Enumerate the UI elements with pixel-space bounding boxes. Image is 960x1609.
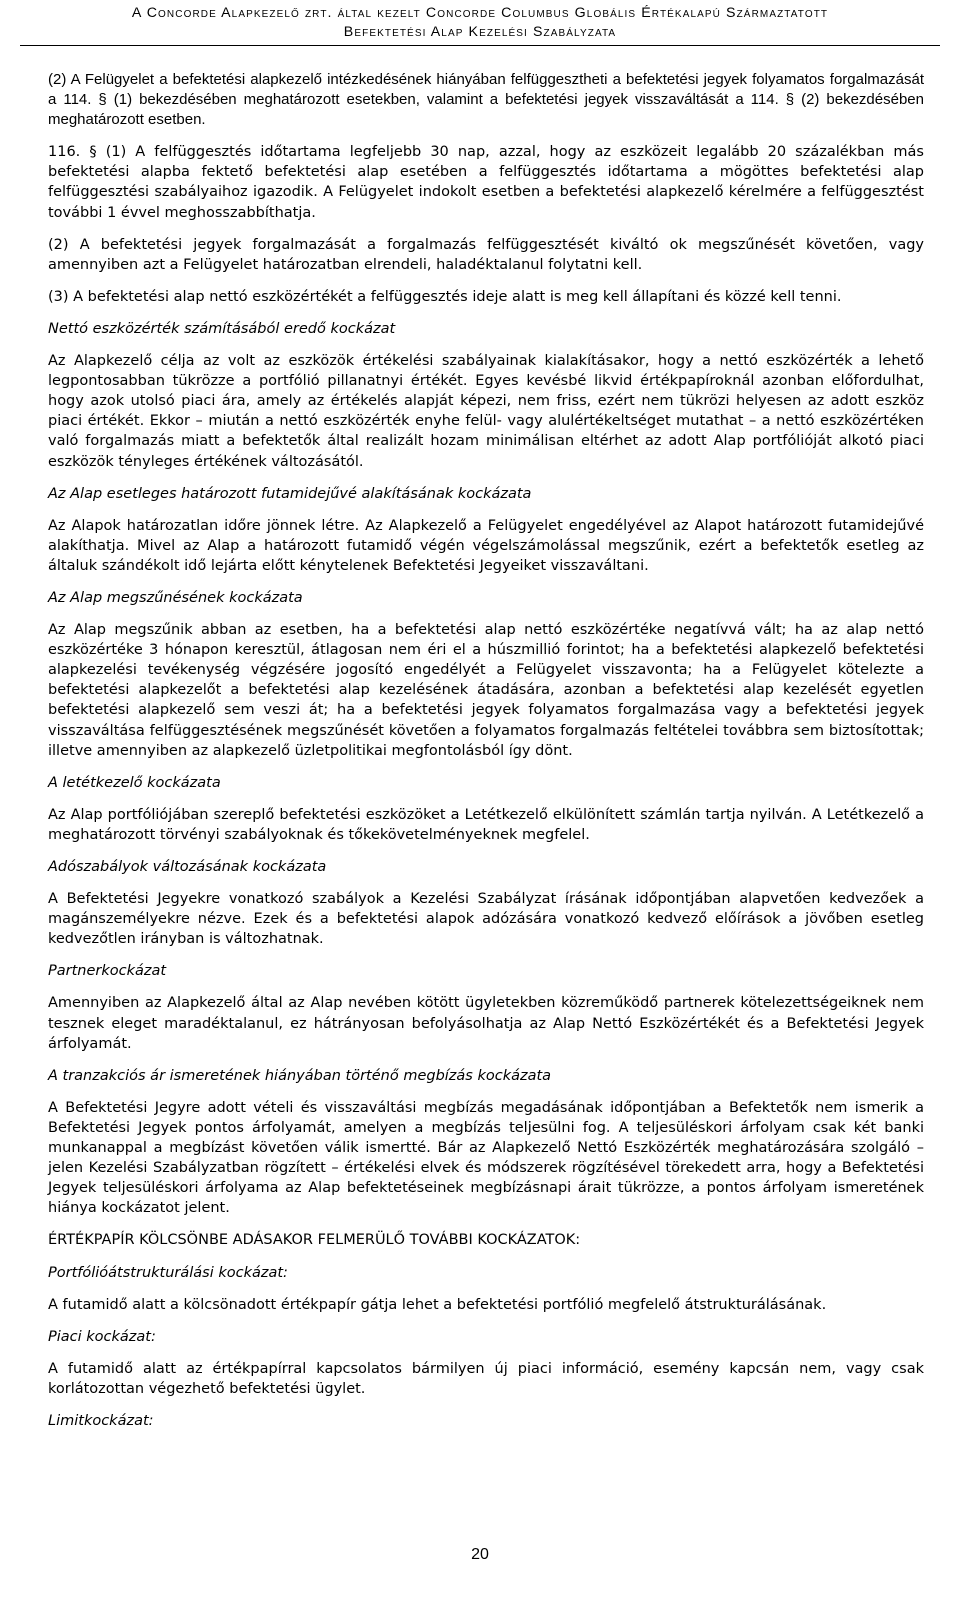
header-line-2: Befektetési Alap Kezelési Szabályzata [343,24,617,40]
heading-hatarozott-futamido: Az Alap esetleges határozott futamidejűvé alakításának kockázata [48,485,532,502]
paragraph-116-3: (3) A befektetési alap nettó eszközértékét a felfüggesztés ideje alatt is meg kell állapítani és közzé kell tenni. [48,288,842,305]
paragraph-tranzakcios-ar: A Befektetési Jegyre adott vételi és visszaváltási megbízás megadásának időpontjában a Befektetők nem ismerik a Befektetési Jegyek pontos árfolyamát, amelyen a megbízás teljesülni fog. A teljesüléskori árfolyam csak két banki munkanappal a megbízást követően válik ismertté. Bár az Alapkezelő Nettó Eszközérték meghatározására szolgáló – jelen Kezelési Szabályzatban rögzített – értékelési elvek és módszerek rögzítésével törekedett arra, hogy a Befektetési Jegyek teljesüléskori árfolyama az Alap befektetéseinek megbízásnapi árait tükrözze, a pontos árfolyam ismeretének hiánya kockázatot jelent. [48,1099,924,1217]
heading-letetkezelo: A letétkezelő kockázata [48,774,221,791]
heading-adoszabalyok: Adószabályok változásának kockázata [48,859,327,875]
heading-netto-eszkozertek: Nettó eszközérték számításából eredő kockázat [48,320,396,337]
heading-partnerkockazat: Partnerkockázat [48,963,167,980]
paragraph-116-1: 116. § (1) A felfüggesztés időtartama legfeljebb 30 nap, azzal, hogy az eszközeit legalább 20 százalékban más befektetési alapba fektető befektetési alap esetében a felfüggesztés időtartama a mögöttes befektetési alap felfüggesztési szabályaihoz igazodik. A Felügyelet indokolt esetben a befektetési alapkezelő kérelmére a felfüggesztést további 1 évvel meghosszabbíthatja. [48,144,924,221]
paragraph-116-2: (2) A befektetési jegyek forgalmazását a forgalmazás felfüggesztését kiváltó ok megszűnését követően, vagy amennyiben azt a Felügyelet határozatban elrendeli, haladéktalanul folytatni kell. [48,236,924,273]
page-header [20,4,940,42]
header-line-1: A Concorde Alapkezelő zrt. által kezelt Concorde Columbus Globális Értékalapú Származtatott [131,5,829,21]
heading-alap-megszunese: Az Alap megszűnésének kockázata [48,589,303,606]
heading-tranzakcios-ar: A tranzakciós ár ismeretének hiányában történő megbízás kockázata [48,1067,552,1084]
heading-piaci-kockazat: Piaci kockázat: [48,1328,156,1345]
paragraph-hatarozott-futamido: Az Alapok határozatlan időre jönnek létre. Az Alapkezelő a Felügyelet engedélyével az Alapot határozott futamidejűvé alakíthatja. Mivel az Alap a határozott futamidő végén végelszámolással megszűnik, ezért a befektetők esetleg az általuk szándékolt idő lejárta előtt kénytelenek Befektetési Jegyeiket visszaváltani. [48,517,924,574]
heading-limitkockazat: Limitkockázat: [48,1412,154,1429]
paragraph-letetkezelo: Az Alap portfóliójában szereplő befektetési eszközöket a Letétkezelő elkülönített számlán tartja nyilván. A Letétkezelő a meghatározott törvényi szabályoknak és tőkekövetelményeknek megfelel. [48,806,924,843]
paragraph-portfolioatstrukturalasi: A futamidő alatt a kölcsönadott értékpapír gátja lehet a befektetési portfólió megfelelő átstrukturálásának. [48,1296,827,1313]
page-number: 20 [471,1546,489,1563]
paragraph-partnerkockazat: Amennyiben az Alapkezelő által az Alap nevében kötött ügyletekben közreműködő partnerek kötelezettségeiknek nem tesznek eleget maradéktalanul, ez hátrányosan befolyásolhatja az Alap Nettó Eszközértékét és a Befektetési Jegyek árfolyamát. [48,995,924,1052]
paragraph-felugyelet-felfuggesztes: (2) A Felügyelet a befektetési alapkezelő intézkedésének hiányában felfüggesztheti a befektetési jegyek folyamatos forgalmazását a 114. § (1) bekezdésében meghatározott esetekben, valamint a befektetési jegyek visszaváltását a 114. § (2) bekezdésében meghatározott esetben. [48,71,924,129]
heading-portfolioatstrukturalasi: Portfólióátstrukturálási kockázat: [48,1264,288,1281]
paragraph-netto-eszkozertek: Az Alapkezelő célja az volt az eszközök értékelési szabályainak kialakításakor, hogy a nettó eszközérték a lehető legpontosabban tükrözze a portfólió pillanatnyi értékét. Egyes kevésbé likvid értékpapíroknál azonban előfordulhat, hogy azok utolsó piaci ára, amely az értékelés alapját képezi, nem friss, ezért nem tükrözi helyesen az adott eszköz piaci értékét. Ekkor – miután a nettó eszközérték enyhe felül- vagy alulértékeltséget mutathat – a nettó eszközértéken való forgalmazás miatt a befektetők által realizált hozam minimálisan eltérhet az adott Alap portfólióját alkotó piaci eszközök tényleges értékének változásától. [48,353,924,470]
paragraph-adoszabalyok: A Befektetési Jegyekre vonatkozó szabályok a Kezelési Szabályzat írásának időpontjában alapvetően kedvezőek a magánszemélyekre nézve. Ezek és a befektetési alapok adózására vonatkozó kedvező előírások a jövőben esetleg kedvezőtlen irányban is változhatnak. [48,891,924,948]
heading-ertekpapir-kolcsonbe-adas: ÉRTÉKPAPÍR KÖLCSÖNBE ADÁSAKOR FELMERÜLŐ TOVÁBBI KOCKÁZATOK: [48,1232,581,1249]
paragraph-piaci-kockazat: A futamidő alatt az értékpapírral kapcsolatos bármilyen új piaci információ, esemény kapcsán nem, vagy csak korlátozottan végezhető befektetési ügylet. [48,1360,924,1397]
header-divider [20,45,940,46]
paragraph-alap-megszunese: Az Alap megszűnik abban az esetben, ha a befektetési alap nettó eszközértéke negatívvá vált; ha az alap nettó eszközértéke 3 hónapon keresztül, átlagosan nem éri el a húszmillió forintot; ha a befektetési alapkezelő befektetési alapkezelési tevékenység végzésére jogosító engedélyét a Felügyelet visszavonta; ha a Felügyelet kötelezte a befektetési alapkezelőt a befektetési alap kezelésének átadására, azonban a befektetési alap kezelését egyetlen befektetési alapkezelő sem veszi át; ha a befektetési jegyek folyamatos forgalmazása vagy a befektetési jegyek visszaváltása felfüggesztésének megszűnését követően a folyamatos forgalmazás feltételei továbbra sem biztosítottak; illetve amennyiben az alapkezelő üzletpolitikai megfontolásból így dönt. [48,622,924,759]
document-body [48,70,924,1443]
